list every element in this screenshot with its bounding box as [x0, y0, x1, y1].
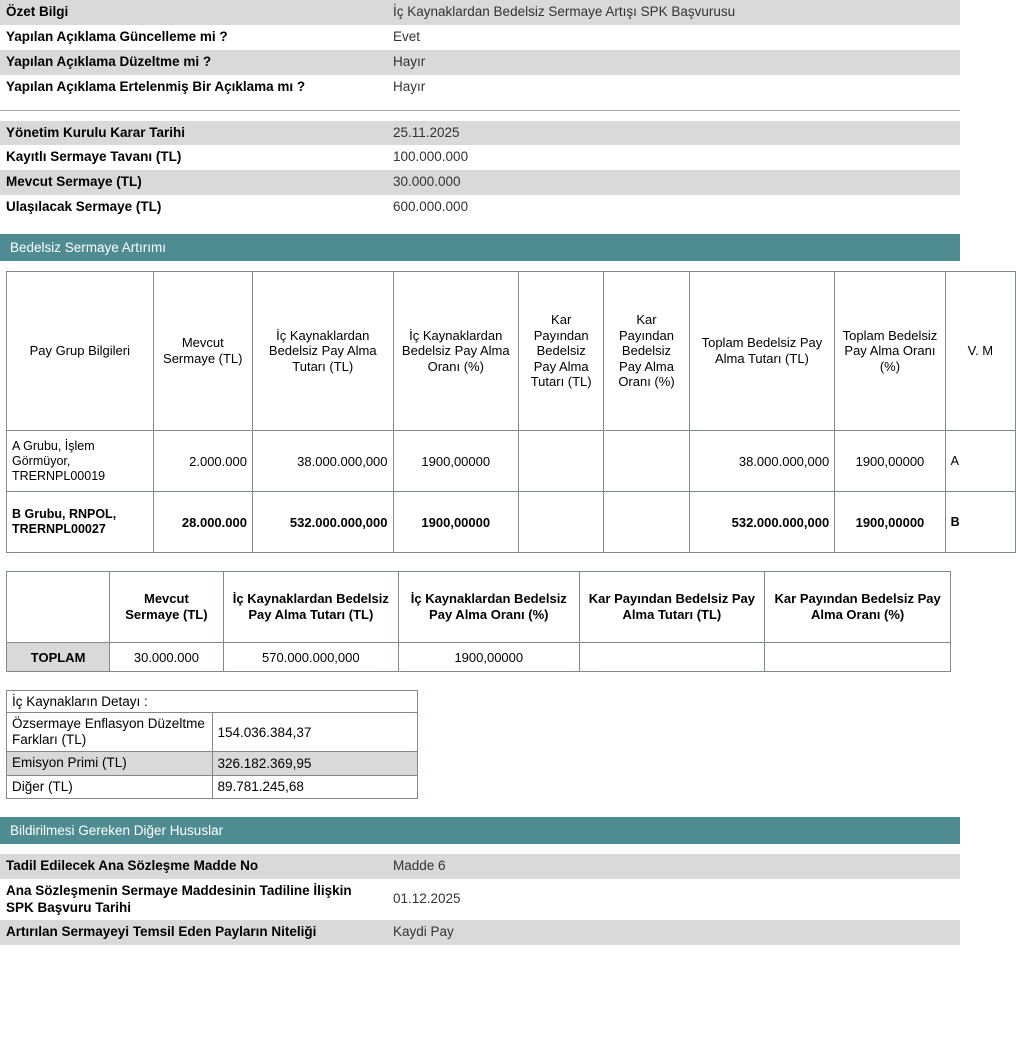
col-empty — [7, 572, 110, 643]
row-label: Mevcut Sermaye (TL) — [0, 170, 387, 195]
cell-kar-payi-tutar — [519, 431, 604, 492]
col-ic-kaynak-oran: İç Kaynaklardan Bedelsiz Pay Alma Oranı (%) — [399, 572, 580, 643]
table-row — [0, 854, 960, 879]
capital-info-table — [0, 121, 960, 221]
cell-mevcut-sermaye: 28.000.000 — [153, 492, 252, 553]
cell-toplam-tutar: 532.000.000,000 — [689, 492, 835, 553]
row-value: Madde 6 — [387, 854, 960, 879]
section-header-diger-hususlar: Bildirilmesi Gereken Diğer Hususlar — [0, 817, 960, 844]
table-row — [0, 25, 960, 50]
table-row — [7, 431, 1016, 492]
cell-pay-grup: B Grubu, RNPOL, TRERNPL00027 — [7, 492, 154, 553]
row-label: Yapılan Açıklama Ertelenmiş Bir Açıklama mı ? — [0, 75, 387, 100]
table-row — [0, 170, 960, 195]
cell-ic-kaynak-oran: 1900,00000 — [393, 431, 518, 492]
cell-ic-kaynak-tutar: 38.000.000,000 — [252, 431, 393, 492]
cell-toplam-oran: 1900,00000 — [835, 492, 945, 553]
capital-breakdown-wrapper — [0, 271, 994, 553]
row-value: Hayır — [387, 75, 960, 100]
cell-ic-kaynak-tutar: 532.000.000,000 — [252, 492, 393, 553]
col-kar-payi-tutar: Kar Payından Bedelsiz Pay Alma Tutarı (TL) — [579, 572, 765, 643]
col-pay-grup: Pay Grup Bilgileri — [7, 272, 154, 431]
row-value: 100.000.000 — [387, 145, 960, 170]
cell-ic-kaynak-oran: 1900,00000 — [399, 643, 580, 672]
table-row — [7, 691, 418, 713]
row-label: Özet Bilgi — [0, 0, 387, 25]
cell-mevcut-sermaye: 2.000.000 — [153, 431, 252, 492]
summary-info-table — [0, 0, 960, 100]
spacer — [0, 672, 960, 690]
table-row — [0, 879, 960, 921]
col-ic-kaynak-oran: İç Kaynaklardan Bedelsiz Pay Alma Oranı (%) — [393, 272, 518, 431]
col-extra: V. M — [945, 272, 1015, 431]
table-row — [0, 75, 960, 100]
capital-breakdown-table — [6, 271, 1016, 553]
col-toplam-oran: Toplam Bedelsiz Pay Alma Oranı (%) — [835, 272, 945, 431]
col-mevcut-sermaye: Mevcut Sermaye (TL) — [153, 272, 252, 431]
detail-value: 154.036.384,37 — [212, 713, 418, 752]
spacer — [0, 261, 960, 271]
spacer — [0, 100, 960, 110]
detail-value: 89.781.245,68 — [212, 775, 418, 798]
table-row — [0, 0, 960, 25]
cell-pay-grup: A Grubu, İşlem Görmüyor, TRERNPL00019 — [7, 431, 154, 492]
row-value: Hayır — [387, 50, 960, 75]
totals-table — [6, 571, 951, 672]
spacer — [0, 799, 960, 817]
row-value: 25.11.2025 — [387, 121, 960, 146]
row-value: İç Kaynaklardan Bedelsiz Sermaye Artışı SPK Başvurusu — [387, 0, 960, 25]
row-label: Kayıtlı Sermaye Tavanı (TL) — [0, 145, 387, 170]
table-row — [7, 752, 418, 775]
cell-extra: B — [945, 492, 1015, 553]
table-row — [0, 50, 960, 75]
other-info-table — [0, 854, 960, 946]
table-row — [0, 195, 960, 220]
row-value: 01.12.2025 — [387, 879, 960, 921]
detail-label: Emisyon Primi (TL) — [7, 752, 213, 775]
col-toplam-tutar: Toplam Bedelsiz Pay Alma Tutarı (TL) — [689, 272, 835, 431]
detail-caption: İç Kaynakların Detayı : — [7, 691, 418, 713]
cell-kar-payi-oran — [765, 643, 951, 672]
cell-mevcut-sermaye: 30.000.000 — [110, 643, 223, 672]
table-header-row — [7, 272, 1016, 431]
col-ic-kaynak-tutar: İç Kaynaklardan Bedelsiz Pay Alma Tutarı (TL) — [223, 572, 398, 643]
table-row — [0, 145, 960, 170]
table-row — [7, 643, 951, 672]
col-kar-payi-oran: Kar Payından Bedelsiz Pay Alma Oranı (%) — [604, 272, 689, 431]
cell-toplam-tutar: 38.000.000,000 — [689, 431, 835, 492]
row-label: Yapılan Açıklama Güncelleme mi ? — [0, 25, 387, 50]
row-label: Tadil Edilecek Ana Sözleşme Madde No — [0, 854, 387, 879]
table-row — [7, 492, 1016, 553]
row-label: Yönetim Kurulu Karar Tarihi — [0, 121, 387, 146]
cell-kar-payi-oran — [604, 431, 689, 492]
row-value: 600.000.000 — [387, 195, 960, 220]
col-mevcut-sermaye: Mevcut Sermaye (TL) — [110, 572, 223, 643]
cell-extra: A — [945, 431, 1015, 492]
spacer — [0, 220, 960, 234]
row-label: Ulaşılacak Sermaye (TL) — [0, 195, 387, 220]
detail-label: Diğer (TL) — [7, 775, 213, 798]
internal-resources-detail-table — [6, 690, 418, 799]
cell-kar-payi-oran — [604, 492, 689, 553]
table-row — [7, 775, 418, 798]
row-value: Kaydi Pay — [387, 920, 960, 945]
detail-label: Özsermaye Enflasyon Düzeltme Farkları (TL) — [7, 713, 213, 752]
row-value: Evet — [387, 25, 960, 50]
table-row — [0, 920, 960, 945]
spacer — [0, 844, 960, 854]
col-kar-payi-oran: Kar Payından Bedelsiz Pay Alma Oranı (%) — [765, 572, 951, 643]
row-value: 30.000.000 — [387, 170, 960, 195]
detail-value: 326.182.369,95 — [212, 752, 418, 775]
cell-ic-kaynak-tutar: 570.000.000,000 — [223, 643, 398, 672]
spacer — [0, 553, 960, 571]
spacer — [0, 111, 960, 121]
col-ic-kaynak-tutar: İç Kaynaklardan Bedelsiz Pay Alma Tutarı (TL) — [252, 272, 393, 431]
table-row — [7, 713, 418, 752]
cell-toplam-label: TOPLAM — [7, 643, 110, 672]
table-header-row — [7, 572, 951, 643]
cell-ic-kaynak-oran: 1900,00000 — [393, 492, 518, 553]
table-row — [0, 121, 960, 146]
row-label: Artırılan Sermayeyi Temsil Eden Payların Niteliği — [0, 920, 387, 945]
row-label: Ana Sözleşmenin Sermaye Maddesinin Tadiline İlişkin SPK Başvuru Tarihi — [0, 879, 387, 921]
cell-kar-payi-tutar — [519, 492, 604, 553]
row-label: Yapılan Açıklama Düzeltme mi ? — [0, 50, 387, 75]
col-kar-payi-tutar: Kar Payından Bedelsiz Pay Alma Tutarı (TL) — [519, 272, 604, 431]
cell-kar-payi-tutar — [579, 643, 765, 672]
cell-toplam-oran: 1900,00000 — [835, 431, 945, 492]
section-header-bedelsiz: Bedelsiz Sermaye Artırımı — [0, 234, 960, 261]
